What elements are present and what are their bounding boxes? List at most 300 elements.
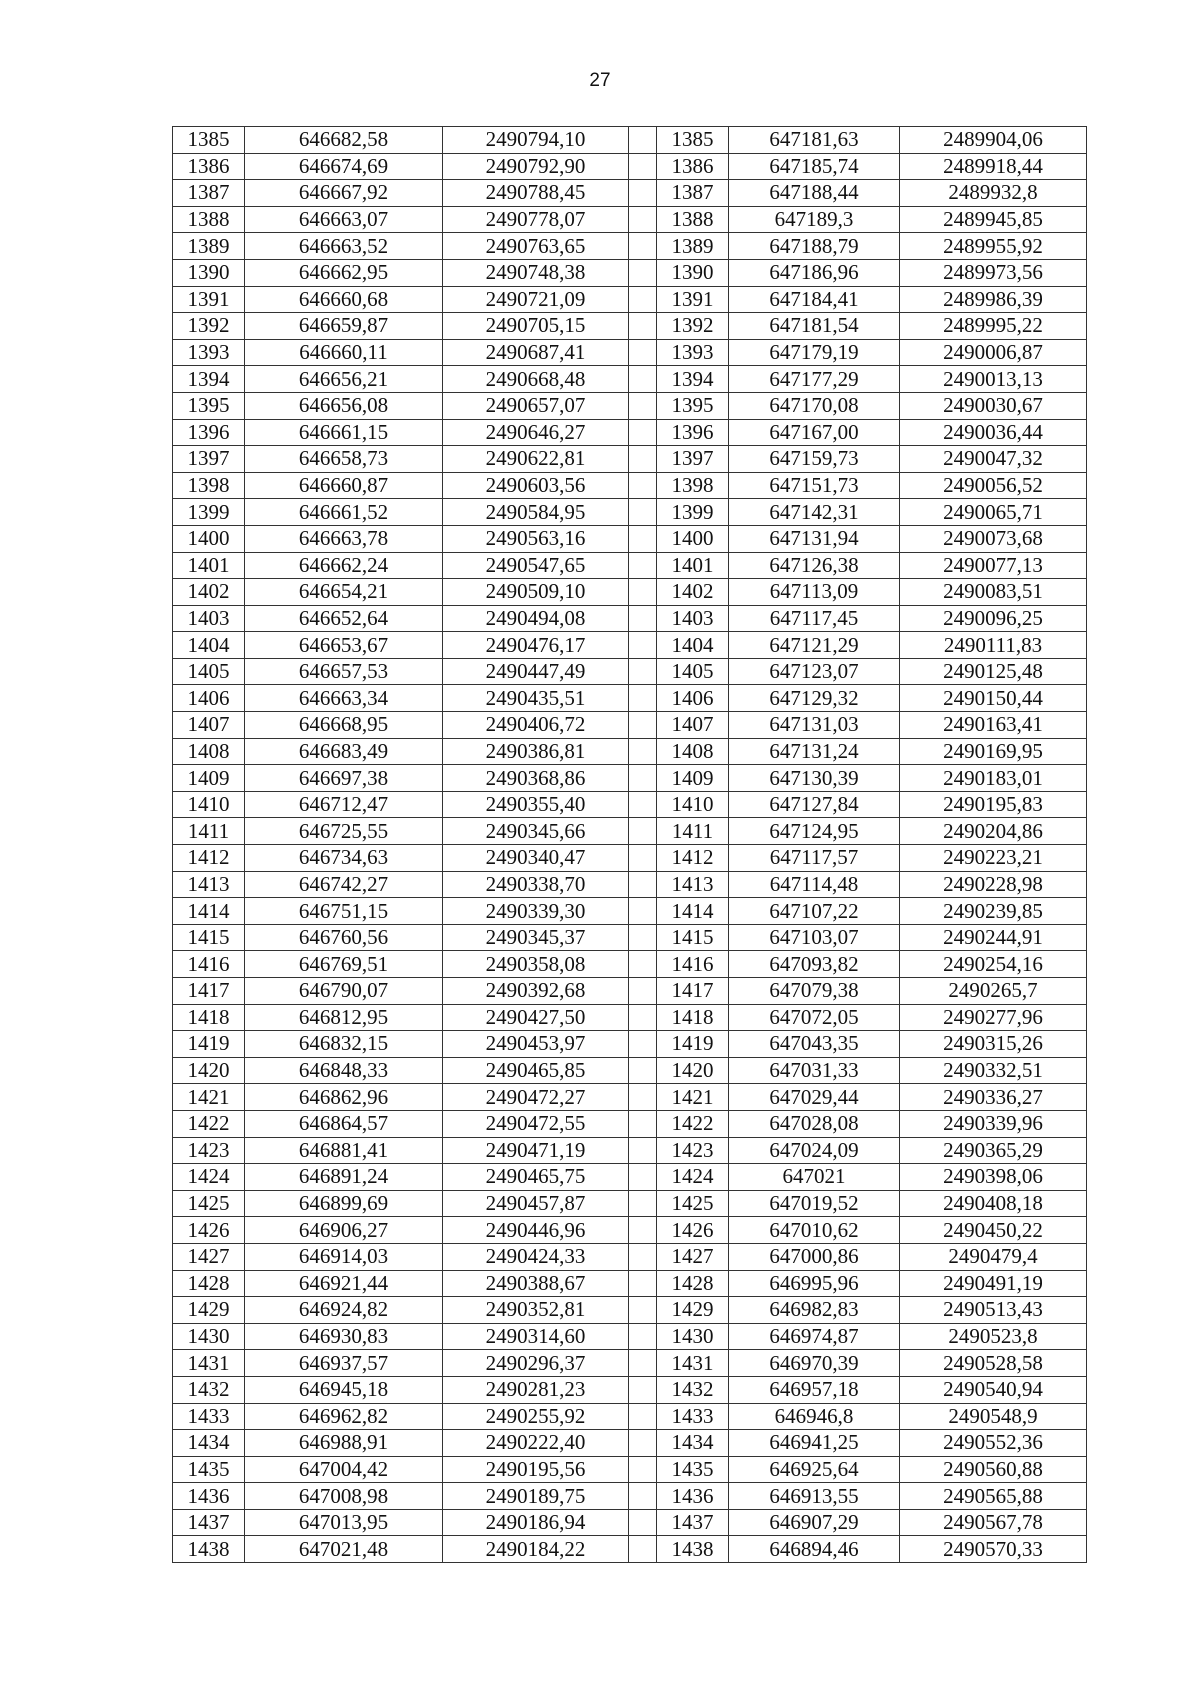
y-coordinate-left: 2490657,07	[443, 392, 629, 419]
x-coordinate-right: 646913,55	[729, 1483, 900, 1510]
x-coordinate-left: 647013,95	[245, 1509, 443, 1536]
table-row	[173, 1483, 1087, 1510]
y-coordinate-left: 2490788,45	[443, 180, 629, 207]
point-number-right: 1424	[657, 1164, 729, 1191]
point-number-right: 1411	[657, 818, 729, 845]
table-row	[173, 1430, 1087, 1457]
coordinates-table	[172, 126, 1087, 1563]
x-coordinate-left: 646712,47	[245, 791, 443, 818]
point-number-right: 1430	[657, 1323, 729, 1350]
y-coordinate-right: 2489995,22	[900, 313, 1087, 340]
y-coordinate-left: 2490763,65	[443, 233, 629, 260]
y-coordinate-left: 2490296,37	[443, 1350, 629, 1377]
y-coordinate-left: 2490748,38	[443, 259, 629, 286]
point-number-left: 1435	[173, 1456, 245, 1483]
x-coordinate-right: 647010,62	[729, 1217, 900, 1244]
x-coordinate-left: 646683,49	[245, 738, 443, 765]
point-number-left: 1400	[173, 525, 245, 552]
y-coordinate-right: 2490513,43	[900, 1297, 1087, 1324]
x-coordinate-left: 646652,64	[245, 605, 443, 632]
y-coordinate-left: 2490668,48	[443, 366, 629, 393]
y-coordinate-left: 2490471,19	[443, 1137, 629, 1164]
table-row	[173, 1350, 1087, 1377]
point-number-left: 1391	[173, 286, 245, 313]
x-coordinate-left: 646656,08	[245, 392, 443, 419]
y-coordinate-right: 2490479,4	[900, 1243, 1087, 1270]
table-row	[173, 127, 1087, 154]
x-coordinate-right: 647019,52	[729, 1190, 900, 1217]
table-row	[173, 180, 1087, 207]
y-coordinate-left: 2490345,66	[443, 818, 629, 845]
y-coordinate-right: 2489918,44	[900, 153, 1087, 180]
x-coordinate-right: 647179,19	[729, 339, 900, 366]
point-number-left: 1395	[173, 392, 245, 419]
point-number-right: 1416	[657, 951, 729, 978]
point-number-left: 1410	[173, 791, 245, 818]
point-number-right: 1402	[657, 579, 729, 606]
point-number-left: 1387	[173, 180, 245, 207]
point-number-right: 1422	[657, 1110, 729, 1137]
y-coordinate-left: 2490255,92	[443, 1403, 629, 1430]
x-coordinate-left: 646663,07	[245, 206, 443, 233]
column-separator	[629, 1456, 657, 1483]
point-number-right: 1421	[657, 1084, 729, 1111]
y-coordinate-right: 2490528,58	[900, 1350, 1087, 1377]
table-row	[173, 259, 1087, 286]
y-coordinate-right: 2490567,78	[900, 1509, 1087, 1536]
x-coordinate-left: 646899,69	[245, 1190, 443, 1217]
y-coordinate-left: 2490603,56	[443, 472, 629, 499]
y-coordinate-right: 2490163,41	[900, 712, 1087, 739]
y-coordinate-right: 2490365,29	[900, 1137, 1087, 1164]
table-row	[173, 1084, 1087, 1111]
y-coordinate-left: 2490465,85	[443, 1057, 629, 1084]
y-coordinate-right: 2490450,22	[900, 1217, 1087, 1244]
table-row	[173, 1164, 1087, 1191]
y-coordinate-right: 2490332,51	[900, 1057, 1087, 1084]
x-coordinate-right: 647131,24	[729, 738, 900, 765]
column-separator	[629, 1217, 657, 1244]
column-separator	[629, 1243, 657, 1270]
y-coordinate-left: 2490339,30	[443, 898, 629, 925]
x-coordinate-right: 647142,31	[729, 499, 900, 526]
table-row	[173, 552, 1087, 579]
y-coordinate-right: 2490336,27	[900, 1084, 1087, 1111]
point-number-right: 1398	[657, 472, 729, 499]
column-separator	[629, 1057, 657, 1084]
column-separator	[629, 339, 657, 366]
column-separator	[629, 1031, 657, 1058]
x-coordinate-right: 647131,03	[729, 712, 900, 739]
column-separator	[629, 419, 657, 446]
table-row	[173, 1297, 1087, 1324]
column-separator	[629, 313, 657, 340]
y-coordinate-right: 2490073,68	[900, 525, 1087, 552]
coordinates-table-body	[173, 127, 1087, 1563]
x-coordinate-right: 646970,39	[729, 1350, 900, 1377]
point-number-right: 1417	[657, 978, 729, 1005]
x-coordinate-right: 647113,09	[729, 579, 900, 606]
column-separator	[629, 259, 657, 286]
point-number-right: 1427	[657, 1243, 729, 1270]
column-separator	[629, 924, 657, 951]
y-coordinate-left: 2490368,86	[443, 765, 629, 792]
point-number-left: 1427	[173, 1243, 245, 1270]
point-number-left: 1403	[173, 605, 245, 632]
point-number-left: 1426	[173, 1217, 245, 1244]
table-row	[173, 1323, 1087, 1350]
point-number-left: 1434	[173, 1430, 245, 1457]
point-number-right: 1394	[657, 366, 729, 393]
column-separator	[629, 658, 657, 685]
column-separator	[629, 605, 657, 632]
x-coordinate-right: 647021	[729, 1164, 900, 1191]
point-number-right: 1435	[657, 1456, 729, 1483]
y-coordinate-right: 2490339,96	[900, 1110, 1087, 1137]
y-coordinate-left: 2490547,65	[443, 552, 629, 579]
point-number-left: 1396	[173, 419, 245, 446]
y-coordinate-right: 2489955,92	[900, 233, 1087, 260]
y-coordinate-left: 2490184,22	[443, 1536, 629, 1563]
point-number-left: 1429	[173, 1297, 245, 1324]
point-number-right: 1393	[657, 339, 729, 366]
point-number-left: 1390	[173, 259, 245, 286]
point-number-left: 1438	[173, 1536, 245, 1563]
y-coordinate-left: 2490189,75	[443, 1483, 629, 1510]
y-coordinate-left: 2490509,10	[443, 579, 629, 606]
y-coordinate-left: 2490186,94	[443, 1509, 629, 1536]
x-coordinate-right: 646941,25	[729, 1430, 900, 1457]
y-coordinate-right: 2489973,56	[900, 259, 1087, 286]
point-number-right: 1408	[657, 738, 729, 765]
column-separator	[629, 765, 657, 792]
y-coordinate-left: 2490388,67	[443, 1270, 629, 1297]
point-number-left: 1392	[173, 313, 245, 340]
y-coordinate-right: 2490277,96	[900, 1004, 1087, 1031]
y-coordinate-left: 2490646,27	[443, 419, 629, 446]
y-coordinate-right: 2490540,94	[900, 1376, 1087, 1403]
x-coordinate-left: 646962,82	[245, 1403, 443, 1430]
x-coordinate-right: 646925,64	[729, 1456, 900, 1483]
column-separator	[629, 180, 657, 207]
x-coordinate-left: 646667,92	[245, 180, 443, 207]
point-number-left: 1424	[173, 1164, 245, 1191]
x-coordinate-left: 646790,07	[245, 978, 443, 1005]
y-coordinate-right: 2490006,87	[900, 339, 1087, 366]
y-coordinate-left: 2490314,60	[443, 1323, 629, 1350]
y-coordinate-left: 2490435,51	[443, 685, 629, 712]
y-coordinate-right: 2489945,85	[900, 206, 1087, 233]
y-coordinate-left: 2490472,27	[443, 1084, 629, 1111]
table-row	[173, 898, 1087, 925]
x-coordinate-right: 647159,73	[729, 446, 900, 473]
column-separator	[629, 392, 657, 419]
y-coordinate-right: 2490560,88	[900, 1456, 1087, 1483]
table-row	[173, 499, 1087, 526]
point-number-left: 1413	[173, 871, 245, 898]
x-coordinate-right: 647031,33	[729, 1057, 900, 1084]
y-coordinate-left: 2490281,23	[443, 1376, 629, 1403]
x-coordinate-left: 646658,73	[245, 446, 443, 473]
column-separator	[629, 1403, 657, 1430]
x-coordinate-left: 646663,78	[245, 525, 443, 552]
column-separator	[629, 286, 657, 313]
y-coordinate-right: 2490315,26	[900, 1031, 1087, 1058]
x-coordinate-left: 646906,27	[245, 1217, 443, 1244]
point-number-right: 1403	[657, 605, 729, 632]
column-separator	[629, 1376, 657, 1403]
point-number-right: 1401	[657, 552, 729, 579]
y-coordinate-right: 2490096,25	[900, 605, 1087, 632]
x-coordinate-left: 646661,15	[245, 419, 443, 446]
point-number-left: 1405	[173, 658, 245, 685]
column-separator	[629, 845, 657, 872]
table-row	[173, 286, 1087, 313]
point-number-left: 1420	[173, 1057, 245, 1084]
y-coordinate-left: 2490446,96	[443, 1217, 629, 1244]
point-number-right: 1426	[657, 1217, 729, 1244]
x-coordinate-right: 647093,82	[729, 951, 900, 978]
point-number-left: 1417	[173, 978, 245, 1005]
y-coordinate-left: 2490778,07	[443, 206, 629, 233]
x-coordinate-left: 647008,98	[245, 1483, 443, 1510]
point-number-right: 1436	[657, 1483, 729, 1510]
table-row	[173, 446, 1087, 473]
x-coordinate-left: 646659,87	[245, 313, 443, 340]
point-number-right: 1428	[657, 1270, 729, 1297]
column-separator	[629, 898, 657, 925]
table-row	[173, 392, 1087, 419]
x-coordinate-right: 647024,09	[729, 1137, 900, 1164]
point-number-left: 1398	[173, 472, 245, 499]
x-coordinate-left: 646660,68	[245, 286, 443, 313]
table-row	[173, 845, 1087, 872]
point-number-left: 1407	[173, 712, 245, 739]
table-row	[173, 738, 1087, 765]
y-coordinate-left: 2490792,90	[443, 153, 629, 180]
y-coordinate-right: 2490570,33	[900, 1536, 1087, 1563]
y-coordinate-right: 2490228,98	[900, 871, 1087, 898]
column-separator	[629, 1110, 657, 1137]
column-separator	[629, 871, 657, 898]
point-number-right: 1418	[657, 1004, 729, 1031]
x-coordinate-right: 647186,96	[729, 259, 900, 286]
y-coordinate-left: 2490392,68	[443, 978, 629, 1005]
x-coordinate-left: 646682,58	[245, 127, 443, 154]
y-coordinate-right: 2490548,9	[900, 1403, 1087, 1430]
x-coordinate-right: 647129,32	[729, 685, 900, 712]
column-separator	[629, 127, 657, 154]
x-coordinate-left: 646662,24	[245, 552, 443, 579]
x-coordinate-right: 647127,84	[729, 791, 900, 818]
y-coordinate-left: 2490355,40	[443, 791, 629, 818]
y-coordinate-left: 2490340,47	[443, 845, 629, 872]
x-coordinate-left: 646656,21	[245, 366, 443, 393]
x-coordinate-left: 646937,57	[245, 1350, 443, 1377]
page-number: 27	[589, 70, 611, 91]
x-coordinate-right: 647177,29	[729, 366, 900, 393]
table-row	[173, 871, 1087, 898]
y-coordinate-right: 2490111,83	[900, 632, 1087, 659]
x-coordinate-right: 646995,96	[729, 1270, 900, 1297]
table-row	[173, 233, 1087, 260]
point-number-right: 1438	[657, 1536, 729, 1563]
y-coordinate-right: 2490183,01	[900, 765, 1087, 792]
table-row	[173, 951, 1087, 978]
x-coordinate-left: 646660,87	[245, 472, 443, 499]
point-number-right: 1389	[657, 233, 729, 260]
column-separator	[629, 579, 657, 606]
column-separator	[629, 685, 657, 712]
table-row	[173, 1190, 1087, 1217]
column-separator	[629, 1084, 657, 1111]
point-number-left: 1408	[173, 738, 245, 765]
table-row	[173, 1403, 1087, 1430]
x-coordinate-left: 646663,34	[245, 685, 443, 712]
y-coordinate-left: 2490705,15	[443, 313, 629, 340]
table-row	[173, 1509, 1087, 1536]
x-coordinate-left: 646769,51	[245, 951, 443, 978]
x-coordinate-left: 646660,11	[245, 339, 443, 366]
x-coordinate-left: 646661,52	[245, 499, 443, 526]
table-row	[173, 525, 1087, 552]
x-coordinate-left: 646945,18	[245, 1376, 443, 1403]
column-separator	[629, 1164, 657, 1191]
point-number-left: 1431	[173, 1350, 245, 1377]
y-coordinate-left: 2490424,33	[443, 1243, 629, 1270]
point-number-left: 1393	[173, 339, 245, 366]
x-coordinate-right: 647181,54	[729, 313, 900, 340]
column-separator	[629, 1509, 657, 1536]
x-coordinate-left: 647004,42	[245, 1456, 443, 1483]
x-coordinate-right: 647130,39	[729, 765, 900, 792]
y-coordinate-right: 2490398,06	[900, 1164, 1087, 1191]
x-coordinate-left: 646734,63	[245, 845, 443, 872]
point-number-right: 1425	[657, 1190, 729, 1217]
point-number-right: 1412	[657, 845, 729, 872]
table-row	[173, 579, 1087, 606]
point-number-right: 1399	[657, 499, 729, 526]
x-coordinate-left: 646848,33	[245, 1057, 443, 1084]
y-coordinate-right: 2490150,44	[900, 685, 1087, 712]
point-number-left: 1385	[173, 127, 245, 154]
x-coordinate-left: 646654,21	[245, 579, 443, 606]
y-coordinate-right: 2490408,18	[900, 1190, 1087, 1217]
x-coordinate-left: 646812,95	[245, 1004, 443, 1031]
column-separator	[629, 1004, 657, 1031]
y-coordinate-right: 2490565,88	[900, 1483, 1087, 1510]
x-coordinate-left: 646657,53	[245, 658, 443, 685]
point-number-right: 1423	[657, 1137, 729, 1164]
point-number-right: 1407	[657, 712, 729, 739]
table-row	[173, 1456, 1087, 1483]
column-separator	[629, 1350, 657, 1377]
point-number-right: 1415	[657, 924, 729, 951]
x-coordinate-left: 646832,15	[245, 1031, 443, 1058]
y-coordinate-right: 2490065,71	[900, 499, 1087, 526]
table-row	[173, 472, 1087, 499]
point-number-left: 1409	[173, 765, 245, 792]
y-coordinate-right: 2490169,95	[900, 738, 1087, 765]
y-coordinate-right: 2490523,8	[900, 1323, 1087, 1350]
x-coordinate-right: 647131,94	[729, 525, 900, 552]
point-number-left: 1402	[173, 579, 245, 606]
table-row	[173, 658, 1087, 685]
y-coordinate-left: 2490447,49	[443, 658, 629, 685]
y-coordinate-left: 2490453,97	[443, 1031, 629, 1058]
table-row	[173, 632, 1087, 659]
x-coordinate-right: 646946,8	[729, 1403, 900, 1430]
table-row	[173, 366, 1087, 393]
column-separator	[629, 233, 657, 260]
y-coordinate-right: 2490125,48	[900, 658, 1087, 685]
point-number-left: 1430	[173, 1323, 245, 1350]
x-coordinate-left: 646653,67	[245, 632, 443, 659]
x-coordinate-left: 646668,95	[245, 712, 443, 739]
column-separator	[629, 818, 657, 845]
y-coordinate-right: 2490083,51	[900, 579, 1087, 606]
x-coordinate-left: 646725,55	[245, 818, 443, 845]
x-coordinate-right: 647185,74	[729, 153, 900, 180]
point-number-left: 1401	[173, 552, 245, 579]
x-coordinate-left: 646751,15	[245, 898, 443, 925]
point-number-right: 1409	[657, 765, 729, 792]
y-coordinate-left: 2490222,40	[443, 1430, 629, 1457]
point-number-right: 1420	[657, 1057, 729, 1084]
point-number-left: 1437	[173, 1509, 245, 1536]
table-row	[173, 818, 1087, 845]
point-number-left: 1411	[173, 818, 245, 845]
point-number-right: 1395	[657, 392, 729, 419]
y-coordinate-left: 2490687,41	[443, 339, 629, 366]
y-coordinate-left: 2490338,70	[443, 871, 629, 898]
point-number-right: 1413	[657, 871, 729, 898]
y-coordinate-left: 2490563,16	[443, 525, 629, 552]
x-coordinate-right: 646974,87	[729, 1323, 900, 1350]
column-separator	[629, 472, 657, 499]
x-coordinate-right: 647151,73	[729, 472, 900, 499]
x-coordinate-left: 646864,57	[245, 1110, 443, 1137]
x-coordinate-left: 646881,41	[245, 1137, 443, 1164]
table-row	[173, 791, 1087, 818]
table-row	[173, 1031, 1087, 1058]
table-row	[173, 1217, 1087, 1244]
y-coordinate-left: 2490584,95	[443, 499, 629, 526]
x-coordinate-left: 646921,44	[245, 1270, 443, 1297]
x-coordinate-right: 647107,22	[729, 898, 900, 925]
x-coordinate-right: 647184,41	[729, 286, 900, 313]
y-coordinate-right: 2490552,36	[900, 1430, 1087, 1457]
y-coordinate-right: 2490204,86	[900, 818, 1087, 845]
y-coordinate-right: 2490265,7	[900, 978, 1087, 1005]
y-coordinate-right: 2489986,39	[900, 286, 1087, 313]
point-number-right: 1433	[657, 1403, 729, 1430]
x-coordinate-right: 646957,18	[729, 1376, 900, 1403]
point-number-left: 1412	[173, 845, 245, 872]
point-number-right: 1410	[657, 791, 729, 818]
point-number-right: 1391	[657, 286, 729, 313]
y-coordinate-left: 2490406,72	[443, 712, 629, 739]
table-row	[173, 605, 1087, 632]
y-coordinate-left: 2490427,50	[443, 1004, 629, 1031]
point-number-left: 1418	[173, 1004, 245, 1031]
y-coordinate-right: 2490223,21	[900, 845, 1087, 872]
table-row	[173, 153, 1087, 180]
x-coordinate-left: 646924,82	[245, 1297, 443, 1324]
y-coordinate-right: 2490491,19	[900, 1270, 1087, 1297]
x-coordinate-left: 646930,83	[245, 1323, 443, 1350]
x-coordinate-right: 647123,07	[729, 658, 900, 685]
